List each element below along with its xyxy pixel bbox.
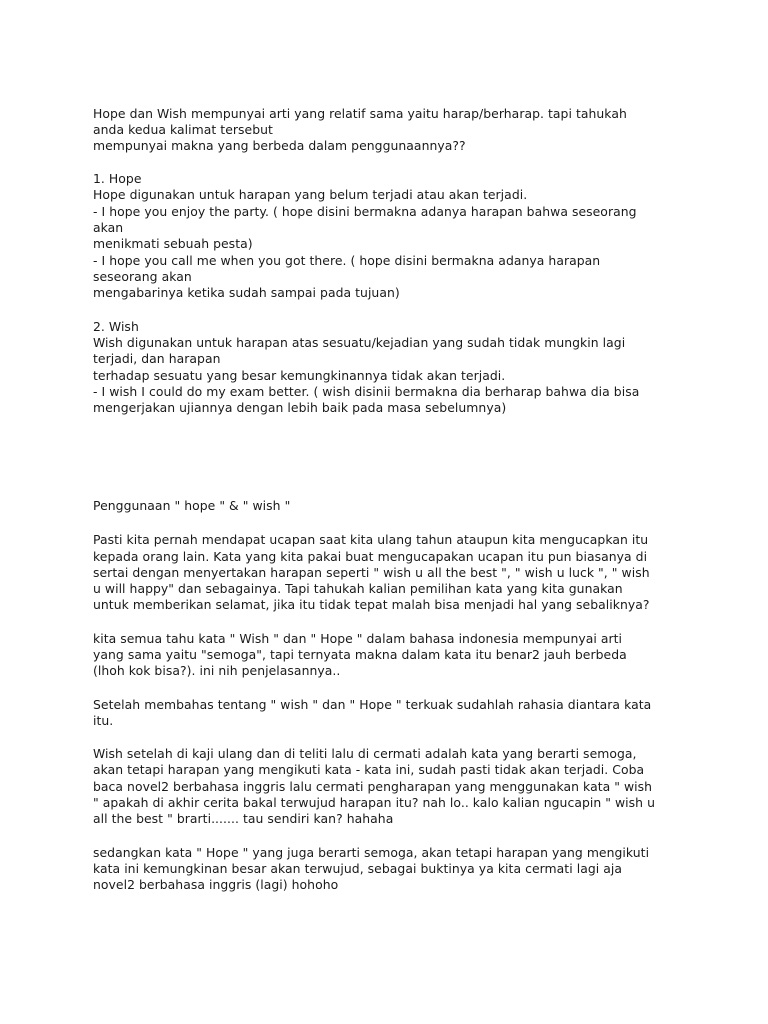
text-line: " apakah di akhir cerita bakal terwujud harapan itu? nah lo.. kalo kalian ngucapin " wish u xyxy=(93,795,655,810)
text-line: Setelah membahas tentang " wish " dan " Hope " terkuak sudahlah rahasia diantara kata xyxy=(93,697,652,712)
text-line: mempunyai makna yang berbeda dalam penggunaannya?? xyxy=(93,138,466,153)
text-line: kata ini kemungkinan besar akan terwujud, sebagai buktinya ya kita cermati lagi aja xyxy=(93,861,623,876)
text-line: akan xyxy=(93,220,124,235)
text-line: yang sama yaitu "semoga", tapi ternyata makna dalam kata itu benar2 jauh berbeda xyxy=(93,647,627,662)
heading-wish: 2. Wish xyxy=(93,319,139,334)
text-line: - I wish I could do my exam better. ( wish disinii bermakna dia berharap bahwa dia bisa xyxy=(93,384,640,399)
text-line: sedangkan kata " Hope " yang juga berarti semoga, akan tetapi harapan yang mengikuti xyxy=(93,845,650,860)
text-line: Pasti kita pernah mendapat ucapan saat kita ulang tahun ataupun kita mengucapkan itu xyxy=(93,532,649,547)
text-line: - I hope you enjoy the party. ( hope disini bermakna adanya harapan bahwa seseorang xyxy=(93,204,637,219)
text-line: novel2 berbahasa inggris (lagi) hohoho xyxy=(93,877,339,892)
text-line: terjadi, dan harapan xyxy=(93,351,221,366)
text-line: Hope digunakan untuk harapan yang belum terjadi atau akan terjadi. xyxy=(93,187,528,202)
text-line: mengerjakan ujiannya dengan lebih baik pada masa sebelumnya) xyxy=(93,400,507,415)
heading-hope: 1. Hope xyxy=(93,171,142,186)
text-line: Wish digunakan untuk harapan atas sesuatu/kejadian yang sudah tidak mungkin lagi xyxy=(93,335,626,350)
text-line: sertai dengan menyertakan harapan seperti " wish u all the best ", " wish u luck ", " wish xyxy=(93,565,650,580)
text-line: mengabarinya ketika sudah sampai pada tujuan) xyxy=(93,285,400,300)
text-line: kita semua tahu kata " Wish " dan " Hope " dalam bahasa indonesia mempunyai arti xyxy=(93,631,623,646)
text-line: all the best " brarti....... tau sendiri kan? hahaha xyxy=(93,811,394,826)
text-line: untuk memberikan selamat, jika itu tidak tepat malah bisa menjadi hal yang sebaliknya? xyxy=(93,597,650,612)
text-line: - I hope you call me when you got there. ( hope disini bermakna adanya harapan xyxy=(93,253,601,268)
text-line: baca novel2 berbahasa inggris lalu cermati pengharapan yang menggunakan kata " wish xyxy=(93,779,653,794)
text-line: seseorang akan xyxy=(93,269,192,284)
text-line: anda kedua kalimat tersebut xyxy=(93,122,273,137)
text-line: itu. xyxy=(93,713,114,728)
text-line: kepada orang lain. Kata yang kita pakai buat mengucapakan ucapan itu pun biasanya di xyxy=(93,549,648,564)
text-line: (lhoh kok bisa?). ini nih penjelasannya.. xyxy=(93,663,341,678)
text-line: Hope dan Wish mempunyai arti yang relatif sama yaitu harap/berharap. tapi tahukah xyxy=(93,106,627,121)
text-line: Wish setelah di kaji ulang dan di teliti lalu di cermati adalah kata yang berarti semoga, xyxy=(93,746,637,761)
text-line: u will happy" dan sebagainya. Tapi tahukah kalian pemilihan kata yang kita gunakan xyxy=(93,581,623,596)
text-line: akan tetapi harapan yang mengikuti kata - kata ini, sudah pasti tidak akan terjadi. Coba xyxy=(93,762,645,777)
section-title: Penggunaan " hope " & " wish " xyxy=(93,498,291,513)
text-line: menikmati sebuah pesta) xyxy=(93,236,253,251)
text-line: terhadap sesuatu yang besar kemungkinannya tidak akan terjadi. xyxy=(93,368,506,383)
